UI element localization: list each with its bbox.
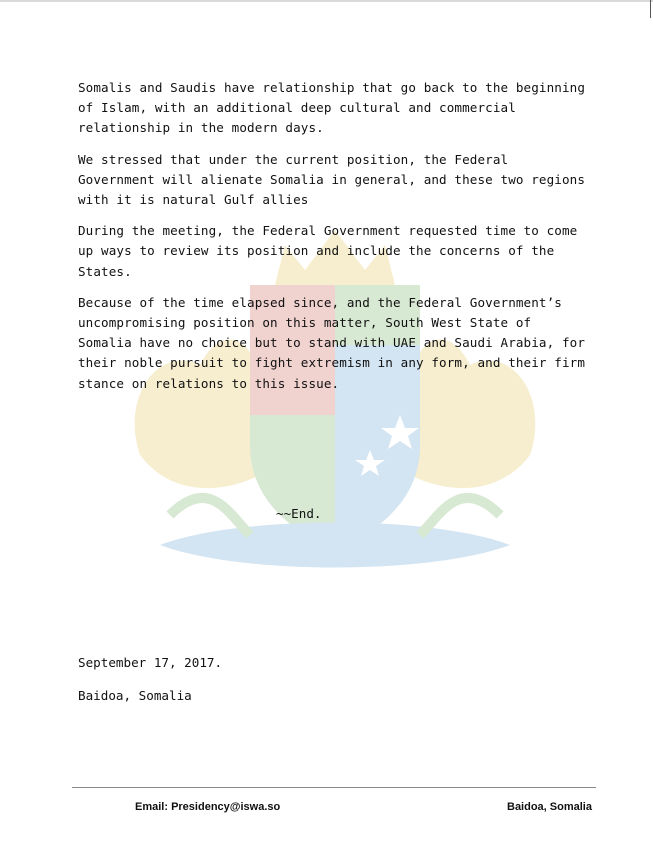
- paragraph: During the meeting, the Federal Government requested time to come up ways to review its position and include the concerns of the States.: [78, 223, 578, 279]
- right-edge-mark: [650, 0, 651, 18]
- letter-place: Baidoa, Somalia: [78, 688, 192, 703]
- end-mark: ~~End.: [276, 506, 322, 521]
- footer-divider: [72, 787, 596, 788]
- top-border: [0, 0, 653, 2]
- footer-email: Email: Presidency@iswa.so: [135, 801, 281, 813]
- paragraph: Somalis and Saudis have relationship that go back to the beginning of Islam, with an additional deep cultural and commercial relationship in the modern days.: [78, 80, 586, 136]
- paragraph: Because of the time elapsed since, and the Federal Government’s uncompromising position on this matter, South West State of Somalia have no choice but to stand with UAE and Saudi Arabia, for their noble pursuit to fight extremism in any form, and their firm stance on relations to this issue.: [78, 294, 586, 391]
- paragraph: We stressed that under the current position, the Federal Government will alienate Somalia in general, and these two regions with it is natural Gulf allies: [78, 151, 586, 208]
- letter-body: [78, 78, 598, 405]
- footer-location: Baidoa, Somalia: [507, 801, 592, 813]
- letter-date: September 17, 2017.: [78, 655, 223, 670]
